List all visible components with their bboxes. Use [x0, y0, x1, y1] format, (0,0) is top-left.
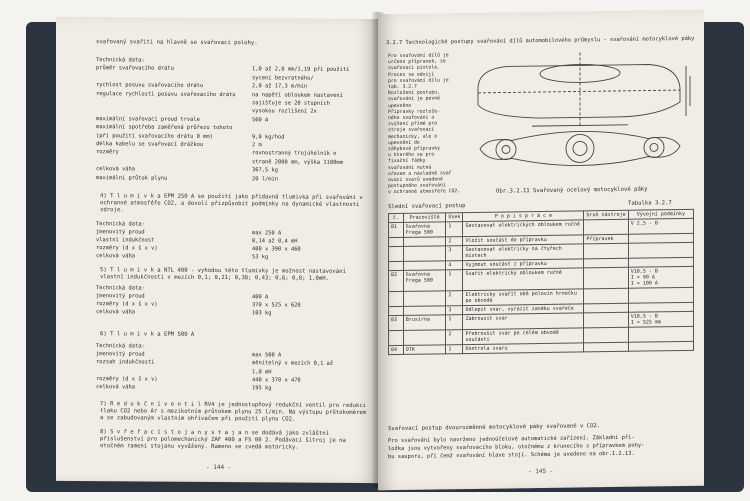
table-cell: 01	[389, 222, 404, 237]
table-cell	[584, 288, 628, 304]
spec-label: Technická data:	[96, 221, 145, 228]
side-text-line: upevněno	[388, 103, 412, 109]
spec-value: vysokou rozlišení 2x	[252, 108, 317, 116]
spec-value: 1,0 až 2,0 mm/1,19 při použití	[252, 66, 350, 74]
table-cell	[389, 237, 404, 246]
side-text-line: fixační řádky	[388, 159, 426, 165]
spec-label: jmenovitý proud	[96, 293, 145, 300]
table-header-cell: Vývojní podmínky	[628, 209, 693, 219]
left-page	[56, 17, 378, 483]
footer-line: bu sauporu, při čemž svařování hlave stojí. Schéma je uvedeno na obr.1.2.13.	[388, 450, 635, 461]
table-cell	[389, 306, 404, 315]
spec-label: rozměry	[96, 149, 119, 156]
side-text-line: ného svařování a	[388, 115, 435, 122]
table-cell: Brusírna	[403, 315, 446, 331]
table-cell	[584, 267, 628, 289]
spec-value: 9,0 kg/hod	[252, 133, 285, 141]
spec-label: jmenovitý proud	[96, 229, 145, 236]
table-cell: 1	[446, 270, 463, 291]
table-cell: 3	[446, 306, 463, 315]
spec-value: sycení bezvratného/	[252, 75, 314, 82]
table-cell	[403, 246, 446, 262]
side-text-line: zvýšení přímé pro	[388, 121, 438, 128]
item-5-text: 5) T l u m i v k a NTL 400 - vyhodou této tlumivky je možnost nastavování vlastní indukčnosti v mezích 0,1; 0,21; 0,38; 0,43; 0,6; 0,8; 1,0mH.	[100, 267, 346, 282]
table-cell: 4	[446, 261, 463, 270]
table-cell: Svařit elektricky obloukem ručně	[463, 268, 584, 291]
spec-label: celková váha	[96, 253, 135, 260]
side-text-line: pro svařování dílu je	[388, 78, 449, 84]
table-cell: Přebroušit svar po celém obvodě součásti	[463, 328, 584, 345]
table-cell: 2	[446, 291, 463, 306]
table-cell: 02	[389, 270, 404, 291]
spec-value: 400 x 390 x 460	[252, 246, 301, 253]
table-cell: V10,5 - B I = 90 A I = 100 A	[628, 266, 693, 288]
table-cell: 1	[446, 222, 463, 237]
table-cell: Vyjmout součást z přípravku	[463, 259, 584, 270]
side-text-line: tab. 3.2.7	[388, 84, 417, 91]
spec-label: Technická data:	[96, 57, 145, 64]
side-text-line: svařování je pevně	[388, 96, 440, 103]
table-cell: Vložit součást do přípravku	[463, 235, 584, 246]
spec-value: měnitelný v mezích 0,1 až	[252, 360, 334, 368]
table-footer-caption: Svařovací postup dvourozměnné motocyklové páky svařované v CO2.	[388, 423, 601, 433]
table-cell	[584, 327, 628, 343]
spec-value: 1,0 mH	[252, 368, 272, 375]
intro-line: svařovaný svařiti na hlavně se svařovací polohy.	[96, 39, 258, 47]
spec-value: 2 m	[252, 142, 262, 149]
table-cell: Elektricky svařit obě polovin hrnečku po obvodě	[463, 289, 584, 306]
side-text-line: ořezem a následně svař	[388, 171, 452, 177]
table-cell	[628, 341, 693, 351]
spec-value: 195 kg	[252, 385, 272, 392]
spec-value: 400 A	[252, 294, 269, 301]
spec-label: vlastní indukčnost	[96, 237, 155, 244]
spec-value: 500 A	[252, 117, 269, 124]
spec-label: maximální spotřeba zaměřená průřezu tohoto	[96, 124, 233, 132]
spec-label: jmenovitý proud	[96, 351, 145, 358]
table-cell: 1	[446, 345, 463, 354]
spec-value: max 250 A	[252, 230, 282, 237]
table-title: Slední svařovací postup	[388, 203, 466, 211]
table-cell	[584, 312, 628, 328]
table-cell: Sestavovat elektricky na čtyřech místech	[463, 244, 584, 261]
spec-value: 367,5 kg	[252, 167, 278, 174]
welding-procedure-table	[388, 209, 694, 355]
table-header-cell: č.	[389, 213, 404, 222]
side-text-line: stroje svařovací	[388, 127, 435, 134]
table-cell: 03	[389, 315, 404, 330]
table-cell: 2	[446, 237, 463, 246]
table-cell: 2	[446, 330, 463, 345]
spec-value: 2,0 až 17,3 m/min	[252, 83, 308, 90]
spec-value: 440 x 370 x 470	[252, 377, 301, 384]
spec-label: maximální svařovací proud trvale	[96, 115, 200, 123]
running-header: 3.2.7 Technologické postupy svařování dílů automobilového průmyslu - svařování motocyklové páky	[386, 35, 695, 47]
table-reference: Tabulka 3.2.7	[628, 200, 672, 207]
table-cell	[389, 261, 404, 270]
table-cell	[403, 330, 446, 346]
spec-value: na napětí obloukem nastavení	[252, 91, 343, 99]
side-text-line: upevnění do	[388, 140, 420, 146]
right-page	[378, 10, 704, 491]
spec-label: rozměry (d x š x v)	[96, 375, 158, 383]
spec-label: celková váha	[96, 384, 135, 391]
spec-label: Technická data:	[96, 285, 145, 292]
table-cell: Kontrola svaru	[463, 343, 584, 354]
table-cell: Svařovna Frega 500	[403, 270, 446, 292]
spec-value: 53 kg	[252, 254, 269, 261]
table-cell: V10,5 - B I = 525 mm	[628, 311, 693, 327]
figure-caption: Obr.3.2.11 Svařovaný ocelový motocyklové páky	[496, 186, 648, 195]
side-text-line: u kterého se pro	[388, 152, 435, 159]
table-cell	[389, 330, 404, 345]
table-cell	[403, 291, 446, 307]
spec-label: délka kabelu se svařovací drážkou	[96, 141, 204, 148]
side-text-line: postupného svařování	[388, 183, 446, 190]
spec-value: zajišťuje se 20 stupních	[252, 100, 330, 107]
side-text-line: záhybové přípravky	[388, 146, 440, 153]
side-text-line: v ochranné atmosféře CO2.	[388, 189, 461, 196]
table-header-cell: P o p i s p r á c e	[463, 211, 584, 222]
table-cell	[389, 246, 404, 261]
spec-value: 0,14 až 0,4 mH	[252, 238, 298, 245]
table-cell	[584, 219, 628, 235]
spec-label: maximální průtok plynu	[96, 174, 168, 182]
spec-value: max 500 A	[252, 352, 282, 359]
spec-value: straně 2000 mm, výška 1100mm	[252, 159, 343, 166]
table-cell: 04	[389, 345, 404, 354]
spec-value: rovnostranný trojúhelník o	[252, 150, 337, 158]
table-cell: Přípravek	[584, 234, 628, 244]
table-cell	[584, 342, 628, 352]
spec-label: Technická data:	[96, 343, 145, 350]
side-text-line: ovací svarů uvedené	[388, 177, 443, 184]
spec-label: průměr svařovacího drátu	[96, 65, 174, 73]
spec-label: rychlost posuvu svařovacího drátu	[96, 82, 204, 90]
table-cell: Sestavovat elektrických obloukem ručně	[463, 220, 584, 237]
page-number-left: - 144 -	[206, 463, 232, 472]
table-cell	[389, 291, 404, 306]
table-cell	[628, 242, 693, 258]
side-text-line: svařovací pistole.	[388, 65, 440, 72]
side-text-line: Pro svařování dílů je	[388, 53, 449, 60]
spec-value: 103 kg	[252, 310, 272, 317]
item-8-text: 8) S v ř e ř a c í s t o j a n y s t a j a n se dodává jako zvláštní příslušenství pro polomechanický ZAF 400 a FS 00 2. Podávací šitroj je na otočném rameni stojanu vyvážený. Rameno se zvedá motoricky.	[100, 429, 346, 451]
table-header-cell: Úsek	[446, 213, 463, 222]
spec-label: (při použití svařovacího drátu 0 mm)	[96, 132, 213, 140]
table-cell: Zabrousit svar	[463, 313, 584, 330]
table-body	[389, 218, 694, 354]
table-cell: Odlepit svar, vyrazit zanéku svařeče	[463, 304, 584, 315]
page-number-right: - 145 -	[528, 467, 554, 476]
side-text-line: určeno přípravek, se	[388, 59, 446, 66]
footer-line: ložka jsou vytvořeny svařovacího bloku, otočnému z krunecího s přípravkem pohy-	[388, 442, 645, 453]
spec-label: regulace rychlosti posuvu svařovacího drátu	[96, 90, 236, 98]
item-6-text: 6) T l u m i v k a EPM 500 A	[100, 331, 195, 338]
spec-label: celková váha	[96, 166, 135, 173]
side-text-line: Přípravky rozlože-	[388, 109, 440, 115]
spec-value: 370 x 525 x 620	[252, 302, 301, 309]
table-cell: OTK	[403, 345, 446, 355]
spec-label: rozsah indukčnosti	[96, 359, 155, 366]
table-cell	[584, 243, 628, 259]
table-header-cell: Pracoviště	[403, 213, 446, 223]
table-cell: Svařovna Frega 500	[403, 222, 446, 238]
table-cell: V 2,5 - B	[628, 218, 693, 234]
table-header-cell: Druh nástroje	[584, 210, 628, 220]
side-text-line: Rozložení postupu,	[388, 90, 440, 97]
spec-value: 20 l/min	[252, 175, 278, 183]
footer-line: Pro svařování bylo navrženo jednoúčelové automatické zařízení. Základní pří-	[388, 434, 635, 445]
table-cell	[628, 326, 693, 342]
side-text-line: Proces se odvíjí	[388, 72, 435, 78]
item-7-text: 7) R e d u k č n í v e n t i l RV4 je jednostupňový redukční ventil pro redukci tlaku CO2 nebo Ar s mezikotním průtokem plynu 25 l/min. Na výstupu průtokoměrem a se zabudovaným vlastním ohřívačem při použití plynu CO2.	[100, 401, 367, 423]
spec-label: rozměry (d x š x v)	[96, 301, 158, 308]
table-cell	[628, 287, 693, 303]
motorcycle-lever-drawing	[468, 46, 694, 185]
table-cell: 3	[446, 246, 463, 261]
item-4-text: 4) T l u m i v k a EPM 250 A se použití jako přídavná tlumivka při svařování v ochranné atmosféře CO2, a dovolí přizpůsobit podmínky na dynamické vlastnosti zdroje.	[100, 193, 363, 214]
spec-label: rozměry (d x š x v)	[96, 245, 158, 252]
table-cell: 1	[446, 315, 463, 330]
side-text-line: svařování nutná	[388, 165, 432, 171]
spec-label: celková váha	[96, 309, 135, 316]
side-text-line: mechanicky, ale o	[388, 134, 438, 140]
